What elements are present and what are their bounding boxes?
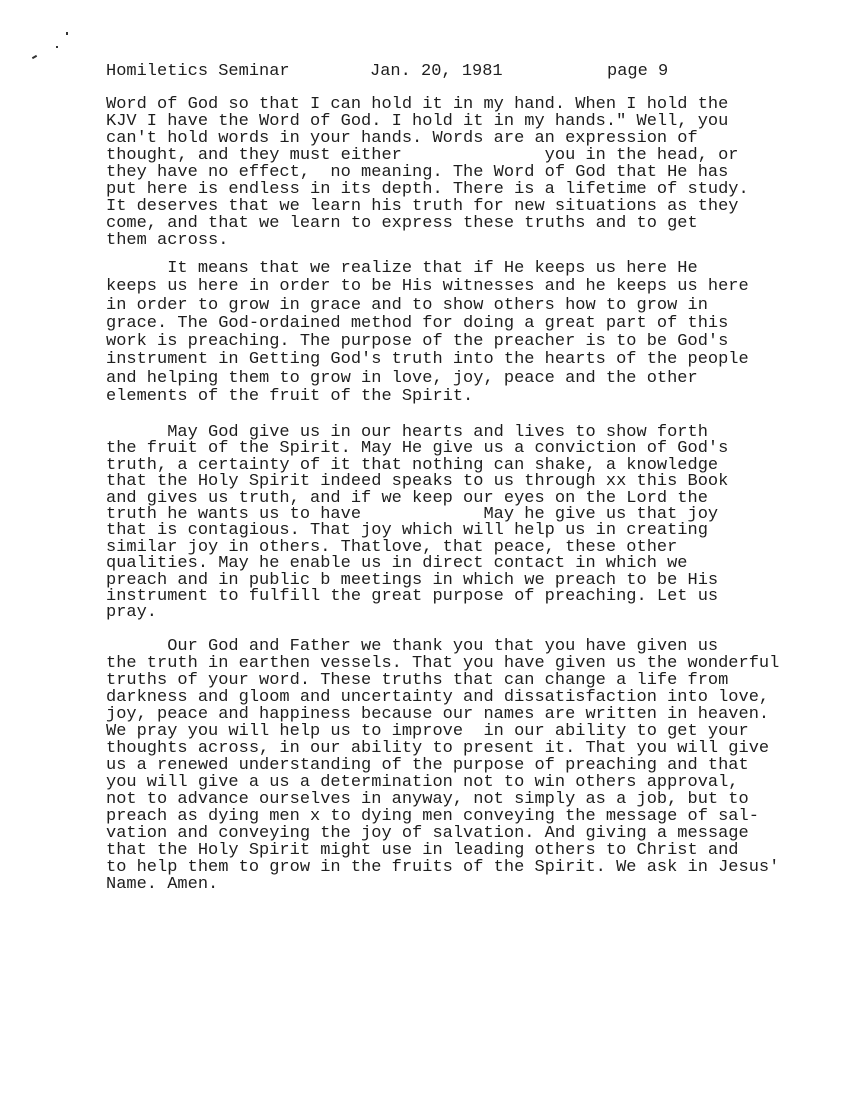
text-line: the fruit of the Spirit. May He give us a conviction of God's	[106, 439, 729, 459]
text-line: that is contagious. That joy which will help us in creating	[106, 521, 708, 541]
text-line: them across.	[106, 231, 229, 250]
text-line: preach as dying men x to dying men conveying the message of sal-	[106, 807, 759, 826]
text-line: instrument in Getting God's truth into the hearts of the people	[106, 350, 749, 370]
text-line: that the Holy Spirit might use in leading others to Christ and	[106, 841, 739, 860]
text-line: May God give us in our hearts and lives to show forth	[106, 423, 708, 442]
text-line: darkness and gloom and uncertainty and dissatisfaction into love,	[106, 688, 770, 707]
text-line: truth he wants us to have May he give us that joy	[106, 505, 719, 525]
text-line: qualities. May he enable us in direct contact in which we	[106, 554, 688, 574]
text-line: come, and that we learn to express these truths and to get	[106, 214, 698, 233]
text-line: the truth in earthen vessels. That you have given us the wonderful	[106, 654, 780, 673]
stray-ink-mark	[66, 32, 68, 35]
text-line: joy, peace and happiness because our names are written in heaven.	[106, 705, 770, 724]
text-line: vation and conveying the joy of salvation. And giving a message	[106, 824, 749, 843]
stray-ink-mark	[32, 55, 37, 59]
text-line: grace. The God-ordained method for doing a great part of this	[106, 313, 729, 333]
text-line: they have no effect, no meaning. The Word of God that He has	[106, 163, 729, 182]
text-line: Name. Amen.	[106, 875, 219, 894]
header-date: Jan. 20, 1981	[370, 62, 503, 81]
text-line: keeps us here in order to be His witnesses and he keeps us here	[106, 277, 749, 297]
text-line: to help them to grow in the fruits of the Spirit. We ask in Jesus'	[106, 858, 780, 877]
text-line: and gives us truth, and if we keep our eyes on the Lord the	[106, 488, 708, 508]
paragraph	[106, 425, 728, 622]
text-line: and helping them to grow in love, joy, peace and the other	[106, 368, 698, 388]
header-page-number: page 9	[607, 62, 669, 81]
text-line: pray.	[106, 603, 158, 623]
text-line: us a renewed understanding of the purpose of preaching and that	[106, 756, 749, 775]
paragraph	[106, 96, 749, 249]
text-line: work is preaching. The purpose of the preacher is to be God's	[106, 332, 729, 352]
header-title: Homiletics Seminar	[106, 62, 290, 81]
text-line: preach and in public b meetings in which we preach to be His	[106, 570, 719, 590]
text-line: that the Holy Spirit indeed speaks to us through xx this Book	[106, 472, 729, 492]
paragraph	[106, 638, 779, 893]
text-line: KJV I have the Word of God. I hold it in my hands." Well, you	[106, 112, 729, 131]
text-line: truths of your word. These truths that can change a life from	[106, 671, 729, 690]
text-line: elements of the fruit of the Spirit.	[106, 387, 474, 407]
text-line: you will give a us a determination not to win others approval,	[106, 773, 739, 792]
text-line: thought, and they must either you in the head, or	[106, 146, 739, 165]
text-line: can't hold words in your hands. Words are an expression of	[106, 129, 698, 148]
stray-ink-mark	[56, 46, 58, 48]
text-line: We pray you will help us to improve in our ability to get your	[106, 722, 749, 741]
text-line: instrument to fulfill the great purpose of preaching. Let us	[106, 587, 719, 607]
text-line: thoughts across, in our ability to present it. That you will give	[106, 739, 770, 758]
text-line: similar joy in others. Thatlove, that peace, these other	[106, 537, 678, 557]
paragraph	[106, 260, 749, 406]
text-line: Word of God so that I can hold it in my hand. When I hold the	[106, 95, 729, 114]
text-line: It means that we realize that if He keeps us here He	[106, 259, 698, 278]
text-line: truth, a certainty of it that nothing can shake, a knowledge	[106, 455, 719, 475]
text-line: Our God and Father we thank you that you have given us	[106, 637, 719, 656]
text-line: in order to grow in grace and to show others how to grow in	[106, 295, 708, 315]
text-line: put here is endless in its depth. There is a lifetime of study.	[106, 180, 749, 199]
text-line: not to advance ourselves in anyway, not simply as a job, but to	[106, 790, 749, 809]
text-line: It deserves that we learn his truth for new situations as they	[106, 197, 739, 216]
